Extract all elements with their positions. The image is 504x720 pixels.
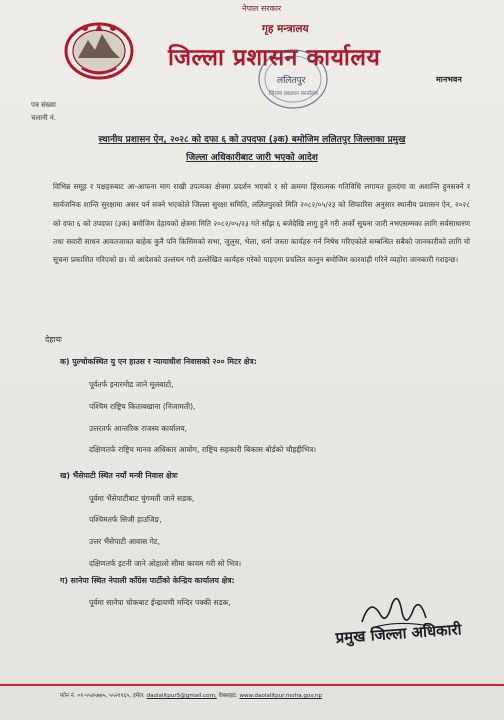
subject-heading [52,131,452,167]
signatory-title: प्रमुख जिल्ला अधिकारी [335,620,463,647]
section-ka-line: उत्तरतर्फ आन्तरिक राजस्व कार्यालय, [89,424,188,433]
section-heading-ka: क) पुल्चोकस्थित यु एन हाउस र न्यायाधीश निवासको २०० मिटर क्षेत्र: [60,357,257,366]
stamp-office: जिल्ला प्रशासन कार्यालय [269,91,318,97]
footer-divider [0,684,504,686]
ministry-name: गृह मन्त्रालय [262,23,309,35]
section-ka-line: पूर्वतर्फ इनारमोड जाने मूलबाटो, [89,380,174,389]
section-kha-line: पश्चिमतर्फ सिजी हाउजिङ, [89,515,162,524]
section-kha-line: दक्षिणतर्फ इटनी जाने ओहालो सीमा कायम गरी सो भित्र। [89,559,242,568]
section-ga-line: पूर्वमा सानेपा चोकबाट ईन्द्रायणी मन्दिर पक्की सडक, [89,598,231,607]
section-ka-line: पश्चिम राष्ट्रिय किताबखाना (निजामती), [89,402,196,411]
footer-contact [60,691,322,699]
subject-line-1: स्थानीय प्रशासन ऐन, २०२८ को दफा ६ को उपदफा (३क) बमोजिम ललितपुर जिल्लाका प्रमुख [98,135,406,145]
stamp-district: ललितपुर [277,76,306,86]
section-kha-line: पूर्वमा भैंसेपाटीबाट चुंगमती जाने सडक, [89,494,195,503]
section-heading-kha: ख) भैंसेपाटी स्थित नयाँ मन्त्री निवास क्षेत्रः [60,471,178,480]
office-stamp [255,46,331,112]
nepal-emblem-icon [62,18,136,80]
footer-phone: फोन नं. ०१-५५४५७७५, ५५२११६५, [60,693,132,699]
notice-body: विभिन्न समूह र पक्षहरुबाट आ-आफना माग राखी उपत्यका क्षेत्रमा प्रदर्शन भएको र सो क्रममा हिंसात्मक गतिविधि लगायत हुलदंगा वा अशान्ति हुनसक्ने र सार्वजनिक शान्ति सुरक्षामा असर पर्न सक्ने भएकोले जिल्ला सुरक्षा समिति, ललितपुरको मिति २०८२/०५/२३ को सिफारिस अनुसार स्थानीय प्रशासन ऐन, २०२८ को दफा ६ को उपदफा (३क) बमोजिम देहायको क्षेत्रमा मिति २०८२/०५/२३ गते साँझ ६ बजेदेखि लागु हुने गरी अर्को सूचना जारी नभएसम्मका लागि सर्वसाधारण तथा सवारी साधन आवतजावत बाहेक कुनै पनि किसिमको सभा, जुलुस, भेला, धर्ना जस्ता कार्यहरु गर्न निषेध गरिएकोले सम्बन्धित सबैको जानकारीको लागि यो सूचना प्रकाशित गरिएको छ। यो आदेशको उल्लंघन गरी उल्लेखित कार्यहरु गरेको पाइएमा प्रचलित कानुन बमोजिम कारवाही गरिने व्यहोरा जानकारी गराइन्छ। [53,182,470,265]
dehay-label: देहायः [45,335,62,344]
footer-web-label: वेबसाइट: [218,693,238,699]
footer-website-link[interactable]: www.daolalitpur.moha.gov.np [239,693,323,699]
footer-email-link[interactable]: daolalitpur5@gmail.com, [146,693,217,699]
subject-line-2: जिल्ला अधिकारीबाट जारी भएको आदेश [186,153,318,163]
footer-email-label: इमेल: [132,693,145,699]
dispatch-number-label: चलानी नं. [31,114,57,122]
section-heading-ga: ग) सानेपा स्थित नेपाली काँग्रेस पार्टीको केन्द्रिय कार्यालय क्षेत्र: [60,576,235,585]
letter-number-label: पत्र संख्या [31,101,56,109]
office-place: मानभवन [436,75,462,84]
section-kha-line: उत्तर भैंसेपाटी आवास गेट, [89,537,161,546]
section-ka-line: दक्षिणतर्फ राष्ट्रिय मानव अधिकार आयोग, राष्ट्रिय सहकारी बिकास बोर्डको चौहद्दीभित्र। [89,445,317,454]
office-title: जिल्ला प्रशासन कार्यालय [168,45,381,71]
government-name: नेपाल सरकार [242,4,282,13]
